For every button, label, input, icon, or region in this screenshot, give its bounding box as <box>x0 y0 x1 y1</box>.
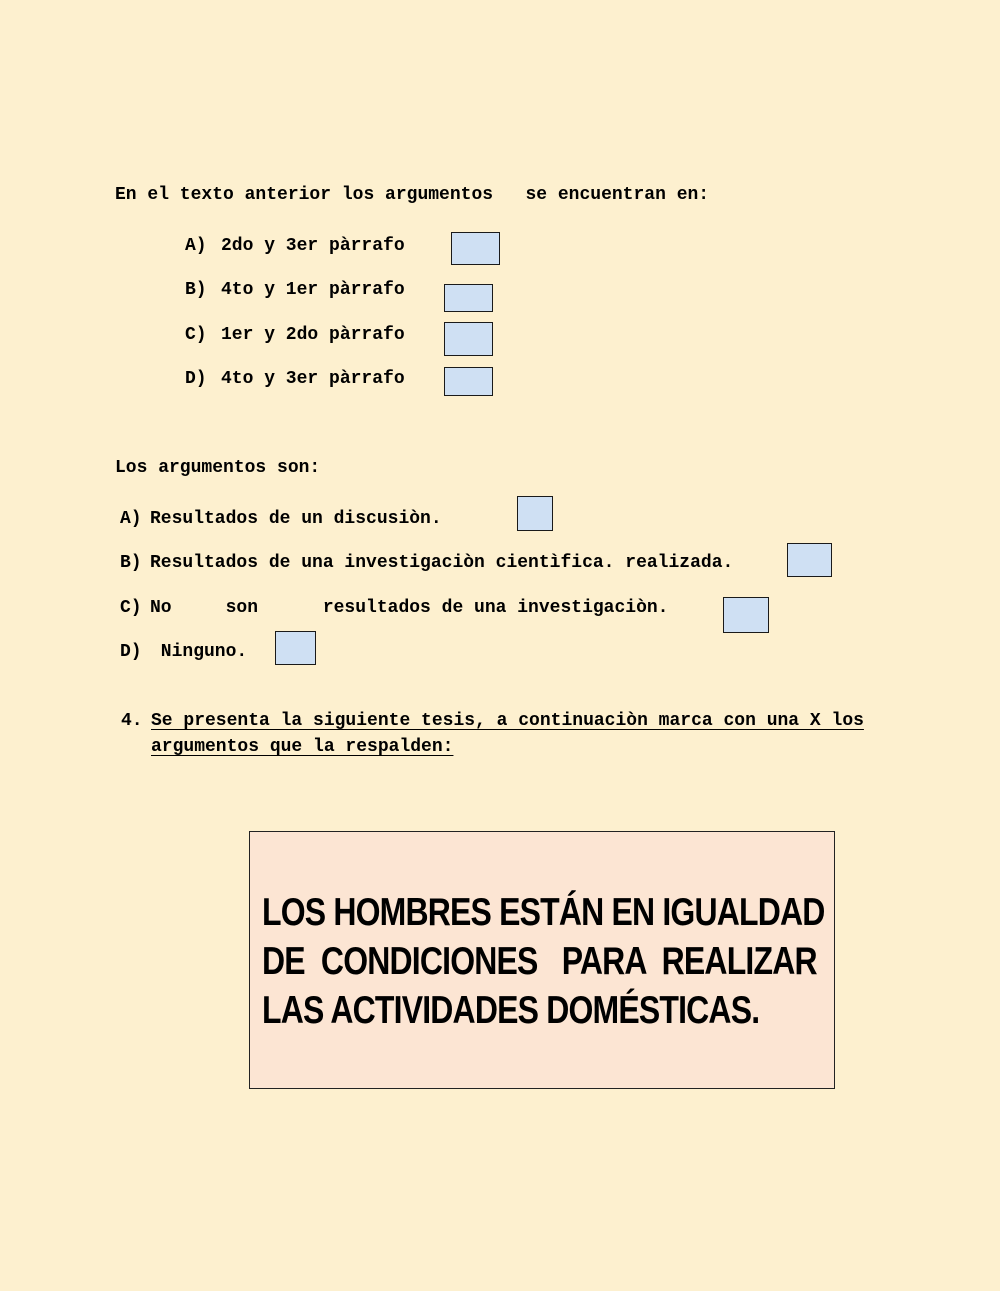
question2-option-c-text: No son resultados de una investigaciòn. <box>150 598 669 618</box>
question1-option-c-text: 1er y 2do pàrrafo <box>221 325 405 345</box>
question2-option-a-text: Resultados de un discusiòn. <box>150 509 442 529</box>
thesis-line-2: DE CONDICIONES PARA REALIZAR <box>262 940 817 983</box>
thesis-line-3: LAS ACTIVIDADES DOMÉSTICAS. <box>262 989 760 1032</box>
question4-instruction-line2: argumentos que la respalden: <box>151 737 454 757</box>
thesis-line-1: LOS HOMBRES ESTÁN EN IGUALDAD <box>262 891 825 934</box>
question1-option-b-letter: B) <box>185 280 207 300</box>
question2-option-b-letter: B) <box>120 553 142 573</box>
question2-option-b-answer-box[interactable] <box>787 543 832 577</box>
question2-option-d-letter: D) <box>120 642 142 662</box>
question1-option-d-letter: D) <box>185 369 207 389</box>
question1-option-d-answer-box[interactable] <box>444 367 493 396</box>
question2-option-d-text: Ninguno. <box>150 642 248 662</box>
question2-option-c-letter: C) <box>120 598 142 618</box>
question2-option-b-text: Resultados de una investigaciòn cientìfica. realizada. <box>150 553 734 573</box>
question2-prompt: Los argumentos son: <box>115 458 321 478</box>
question1-option-d-text: 4to y 3er pàrrafo <box>221 369 405 389</box>
question1-option-b-answer-box[interactable] <box>444 284 493 312</box>
question1-option-c-letter: C) <box>185 325 207 345</box>
question1-option-a-answer-box[interactable] <box>451 232 500 265</box>
question2-option-a-letter: A) <box>120 509 142 529</box>
question1-prompt: En el texto anterior los argumentos se encuentran en: <box>115 185 710 205</box>
question2-option-c-answer-box[interactable] <box>723 597 769 633</box>
question4-instruction-line1: Se presenta la siguiente tesis, a continuaciòn marca con una X los <box>151 711 864 731</box>
question2-option-a-answer-box[interactable] <box>517 496 553 531</box>
thesis-box <box>249 831 835 1089</box>
question1-option-c-answer-box[interactable] <box>444 322 493 356</box>
question1-option-a-letter: A) <box>185 236 207 256</box>
question2-option-d-answer-box[interactable] <box>275 631 316 665</box>
question4-number: 4. <box>121 711 143 731</box>
question1-option-a-text: 2do y 3er pàrrafo <box>221 236 405 256</box>
question1-option-b-text: 4to y 1er pàrrafo <box>221 280 405 300</box>
